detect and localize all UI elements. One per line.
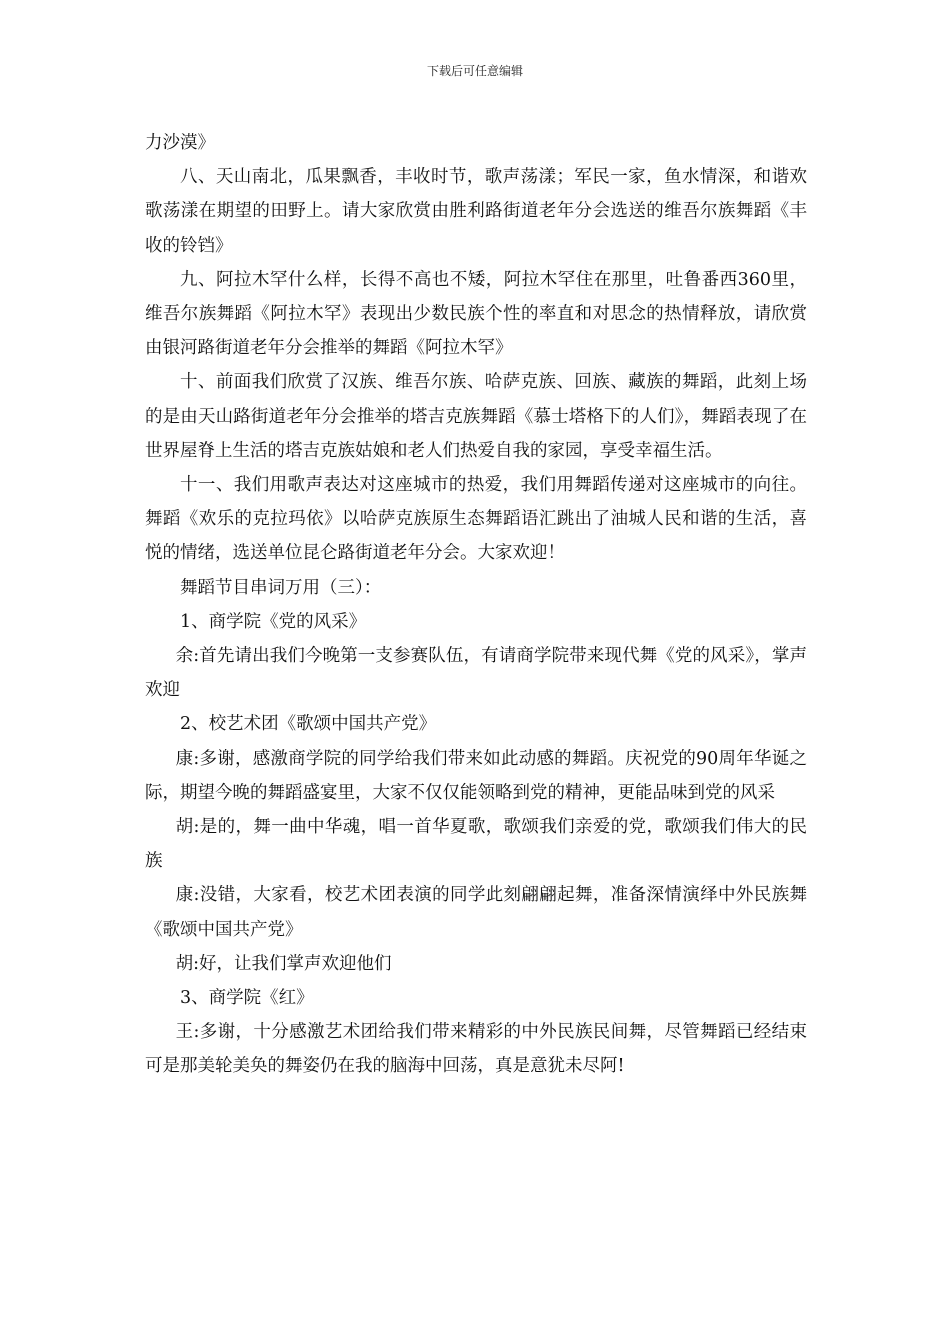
program-item: 1、商学院《党的风采》 <box>180 611 367 632</box>
dialog-line: 康:没错，大家看，校艺术团表演的同学此刻翩翩起舞，准备深情演绎中外民族舞《歌颂中国共产党》 <box>145 885 807 940</box>
program-item: 2、校艺术团《歌颂中国共产党》 <box>180 714 437 735</box>
dialog-line: 胡:好，让我们掌声欢迎他们 <box>175 953 392 974</box>
paragraph: 力沙漠》 <box>145 133 215 153</box>
section-heading: 舞蹈节目串词万用（三）： <box>180 577 382 598</box>
dialog-line: 王:多谢，十分感激艺术团给我们带来精彩的中外民族民间舞，尽管舞蹈已经结束可是那美轮美奂的舞姿仍在我的脑海中回荡，真是意犹未尽阿! <box>145 1022 807 1077</box>
dialog-line: 胡:是的，舞一曲中华魂，唱一首华夏歌，歌颂我们亲爱的党，歌颂我们伟大的民族 <box>145 817 807 872</box>
program-item: 3、商学院《红》 <box>180 988 314 1009</box>
paragraph: 十一、我们用歌声表达对这座城市的热爱，我们用舞蹈传递对这座城市的向往。舞蹈《欢乐的克拉玛依》以哈萨克族原生态舞蹈语汇跳出了油城人民和谐的生活，喜悦的情绪，选送单位昆仑路街道老年分会。大家欢迎！ <box>145 475 807 564</box>
paragraph: 十、前面我们欣赏了汉族、维吾尔族、哈萨克族、回族、藏族的舞蹈，此刻上场的是由天山路街道老年分会推举的塔吉克族舞蹈《慕士塔格下的人们》，舞蹈表现了在世界屋脊上生活的塔吉克族姑娘和老人们热爱自我的家园，享受幸福生活。 <box>145 372 807 461</box>
document-body <box>145 126 807 1084</box>
dialog-line: 余:首先请出我们今晚第一支参赛队伍，有请商学院带来现代舞《党的风采》，掌声欢迎 <box>145 646 807 701</box>
page-header-note: 下载后可任意编辑 <box>426 64 523 78</box>
paragraph: 八、天山南北，瓜果飘香，丰收时节，歌声荡漾；军民一家，鱼水情深，和谐欢歌荡漾在期望的田野上。请大家欣赏由胜利路街道老年分会选送的维吾尔族舞蹈《丰收的铃铛》 <box>145 167 807 256</box>
dialog-line: 康:多谢，感激商学院的同学给我们带来如此动感的舞蹈。庆祝党的90周年华诞之际，期望今晚的舞蹈盛宴里，大家不仅仅能领略到党的精神，更能品味到党的风采 <box>145 748 807 803</box>
paragraph: 九、阿拉木罕什么样，长得不高也不矮，阿拉木罕住在那里，吐鲁番西360里，维吾尔族舞蹈《阿拉木罕》表现出少数民族个性的率直和对思念的热情释放，请欣赏由银河路街道老年分会推举的舞蹈《阿拉木罕》 <box>145 269 807 359</box>
